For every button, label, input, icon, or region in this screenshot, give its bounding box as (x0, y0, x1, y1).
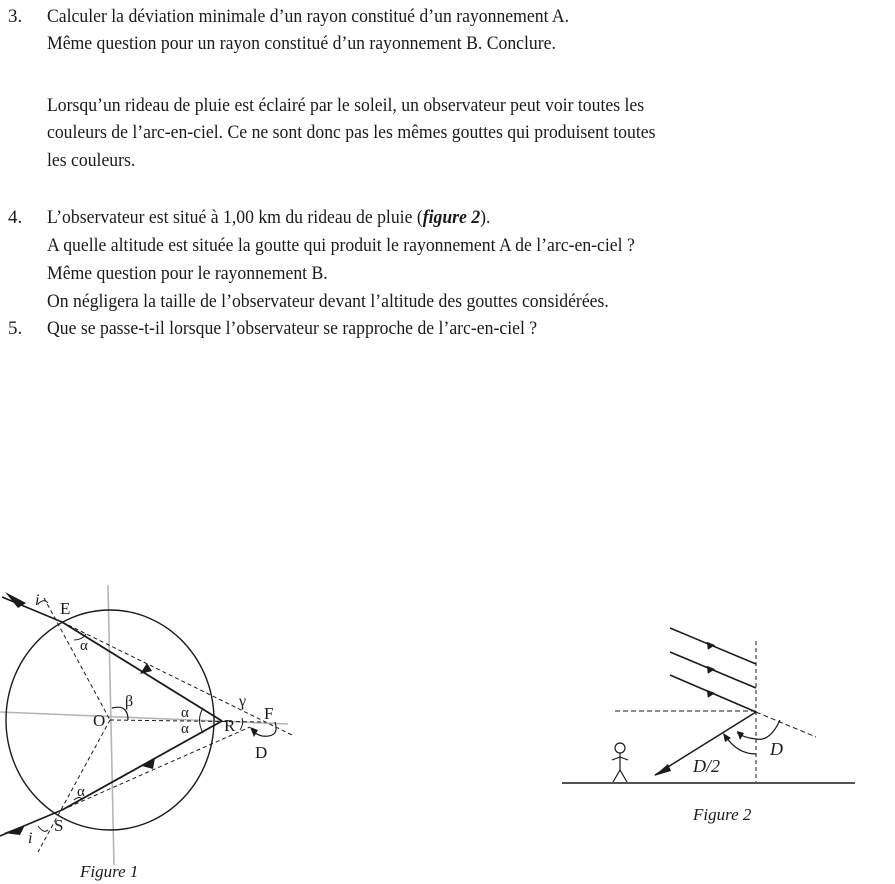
question-4-line-4: On négligera la taille de l’observateur devant l’altitude des gouttes considérées. (47, 291, 609, 312)
label-alpha-S: α (77, 784, 85, 800)
paragraph-line-2: couleurs de l’arc-en-ciel. Ce ne sont donc pas les mêmes gouttes qui produisent toutes (47, 122, 656, 143)
question-5-line-1: Que se passe-t-il lorsque l’observateur se rapproche de l’arc-en-ciel ? (47, 318, 538, 339)
paragraph-line-1: Lorsqu’un rideau de pluie est éclairé par le soleil, un observateur peut voir toutes les (47, 95, 645, 116)
figure-1 (0, 585, 292, 881)
extended-ray-dashed (756, 712, 816, 737)
angle-i-top-arc (38, 601, 48, 604)
radius-OS (38, 720, 110, 852)
label-alpha-E: α (80, 638, 88, 654)
angle-D-arc (737, 720, 780, 739)
figure-2 (562, 628, 855, 824)
question-3-line-2: Même question pour un rayon constitué d’un rayonnement B. Conclure. (47, 33, 556, 54)
label-O: O (93, 711, 106, 730)
label-F: F (264, 704, 274, 723)
question-5-number: 5. (8, 318, 23, 339)
angle-i-bottom-arc (38, 826, 48, 831)
label-D: D (770, 739, 783, 759)
label-alpha-R-top: α (181, 705, 189, 721)
question-4-line-1-suffix: ). (480, 207, 491, 228)
vertical-axis-line (108, 585, 114, 865)
reflected-ray-RS (62, 721, 222, 810)
angle-D-half-arc (726, 737, 756, 754)
label-gamma: γ (239, 693, 247, 710)
angle-D-half-arrow-icon (723, 733, 731, 742)
figure-1-caption: Figure 1 (80, 862, 139, 881)
question-3-number: 3. (8, 6, 23, 27)
sun-ray-3-arrow-icon (704, 690, 715, 700)
label-i-bottom: i (28, 830, 33, 847)
question-4-number: 4. (8, 207, 23, 228)
label-E: E (60, 599, 71, 618)
label-i-top: i (35, 592, 40, 609)
figure-2-reference: figure 2 (422, 207, 481, 228)
rainbow-ray-arrow-icon (654, 764, 671, 776)
question-4-line-2: A quelle altitude est située la goutte qui produit le rayonnement A de l’arc-en-ciel ? (47, 235, 635, 256)
angle-D-arrow-icon (250, 727, 258, 737)
question-4-line-1-prefix: L’observateur est situé à 1,00 km du rideau de pluie ( (47, 207, 423, 228)
question-4-line-3: Même question pour le rayonnement B. (47, 263, 328, 284)
incident-ray (2, 597, 62, 622)
label-S: S (54, 816, 64, 835)
observer-figure-icon (612, 743, 628, 782)
label-R: R (224, 716, 236, 735)
label-alpha-R-bottom: α (181, 721, 189, 737)
ray-ER-arrow-icon (140, 663, 152, 674)
extended-emergent-dashed (62, 727, 250, 810)
label-D-half: D/2 (693, 756, 720, 776)
paragraph-line-3: les couleurs. (47, 150, 136, 171)
label-D: D (255, 743, 268, 762)
label-beta: β (125, 693, 134, 710)
figure-2-caption: Figure 2 (693, 805, 752, 824)
question-3-line-1: Calculer la déviation minimale d’un rayon constitué d’un rayonnement A. (47, 6, 570, 27)
angle-gamma-arc (240, 718, 243, 730)
